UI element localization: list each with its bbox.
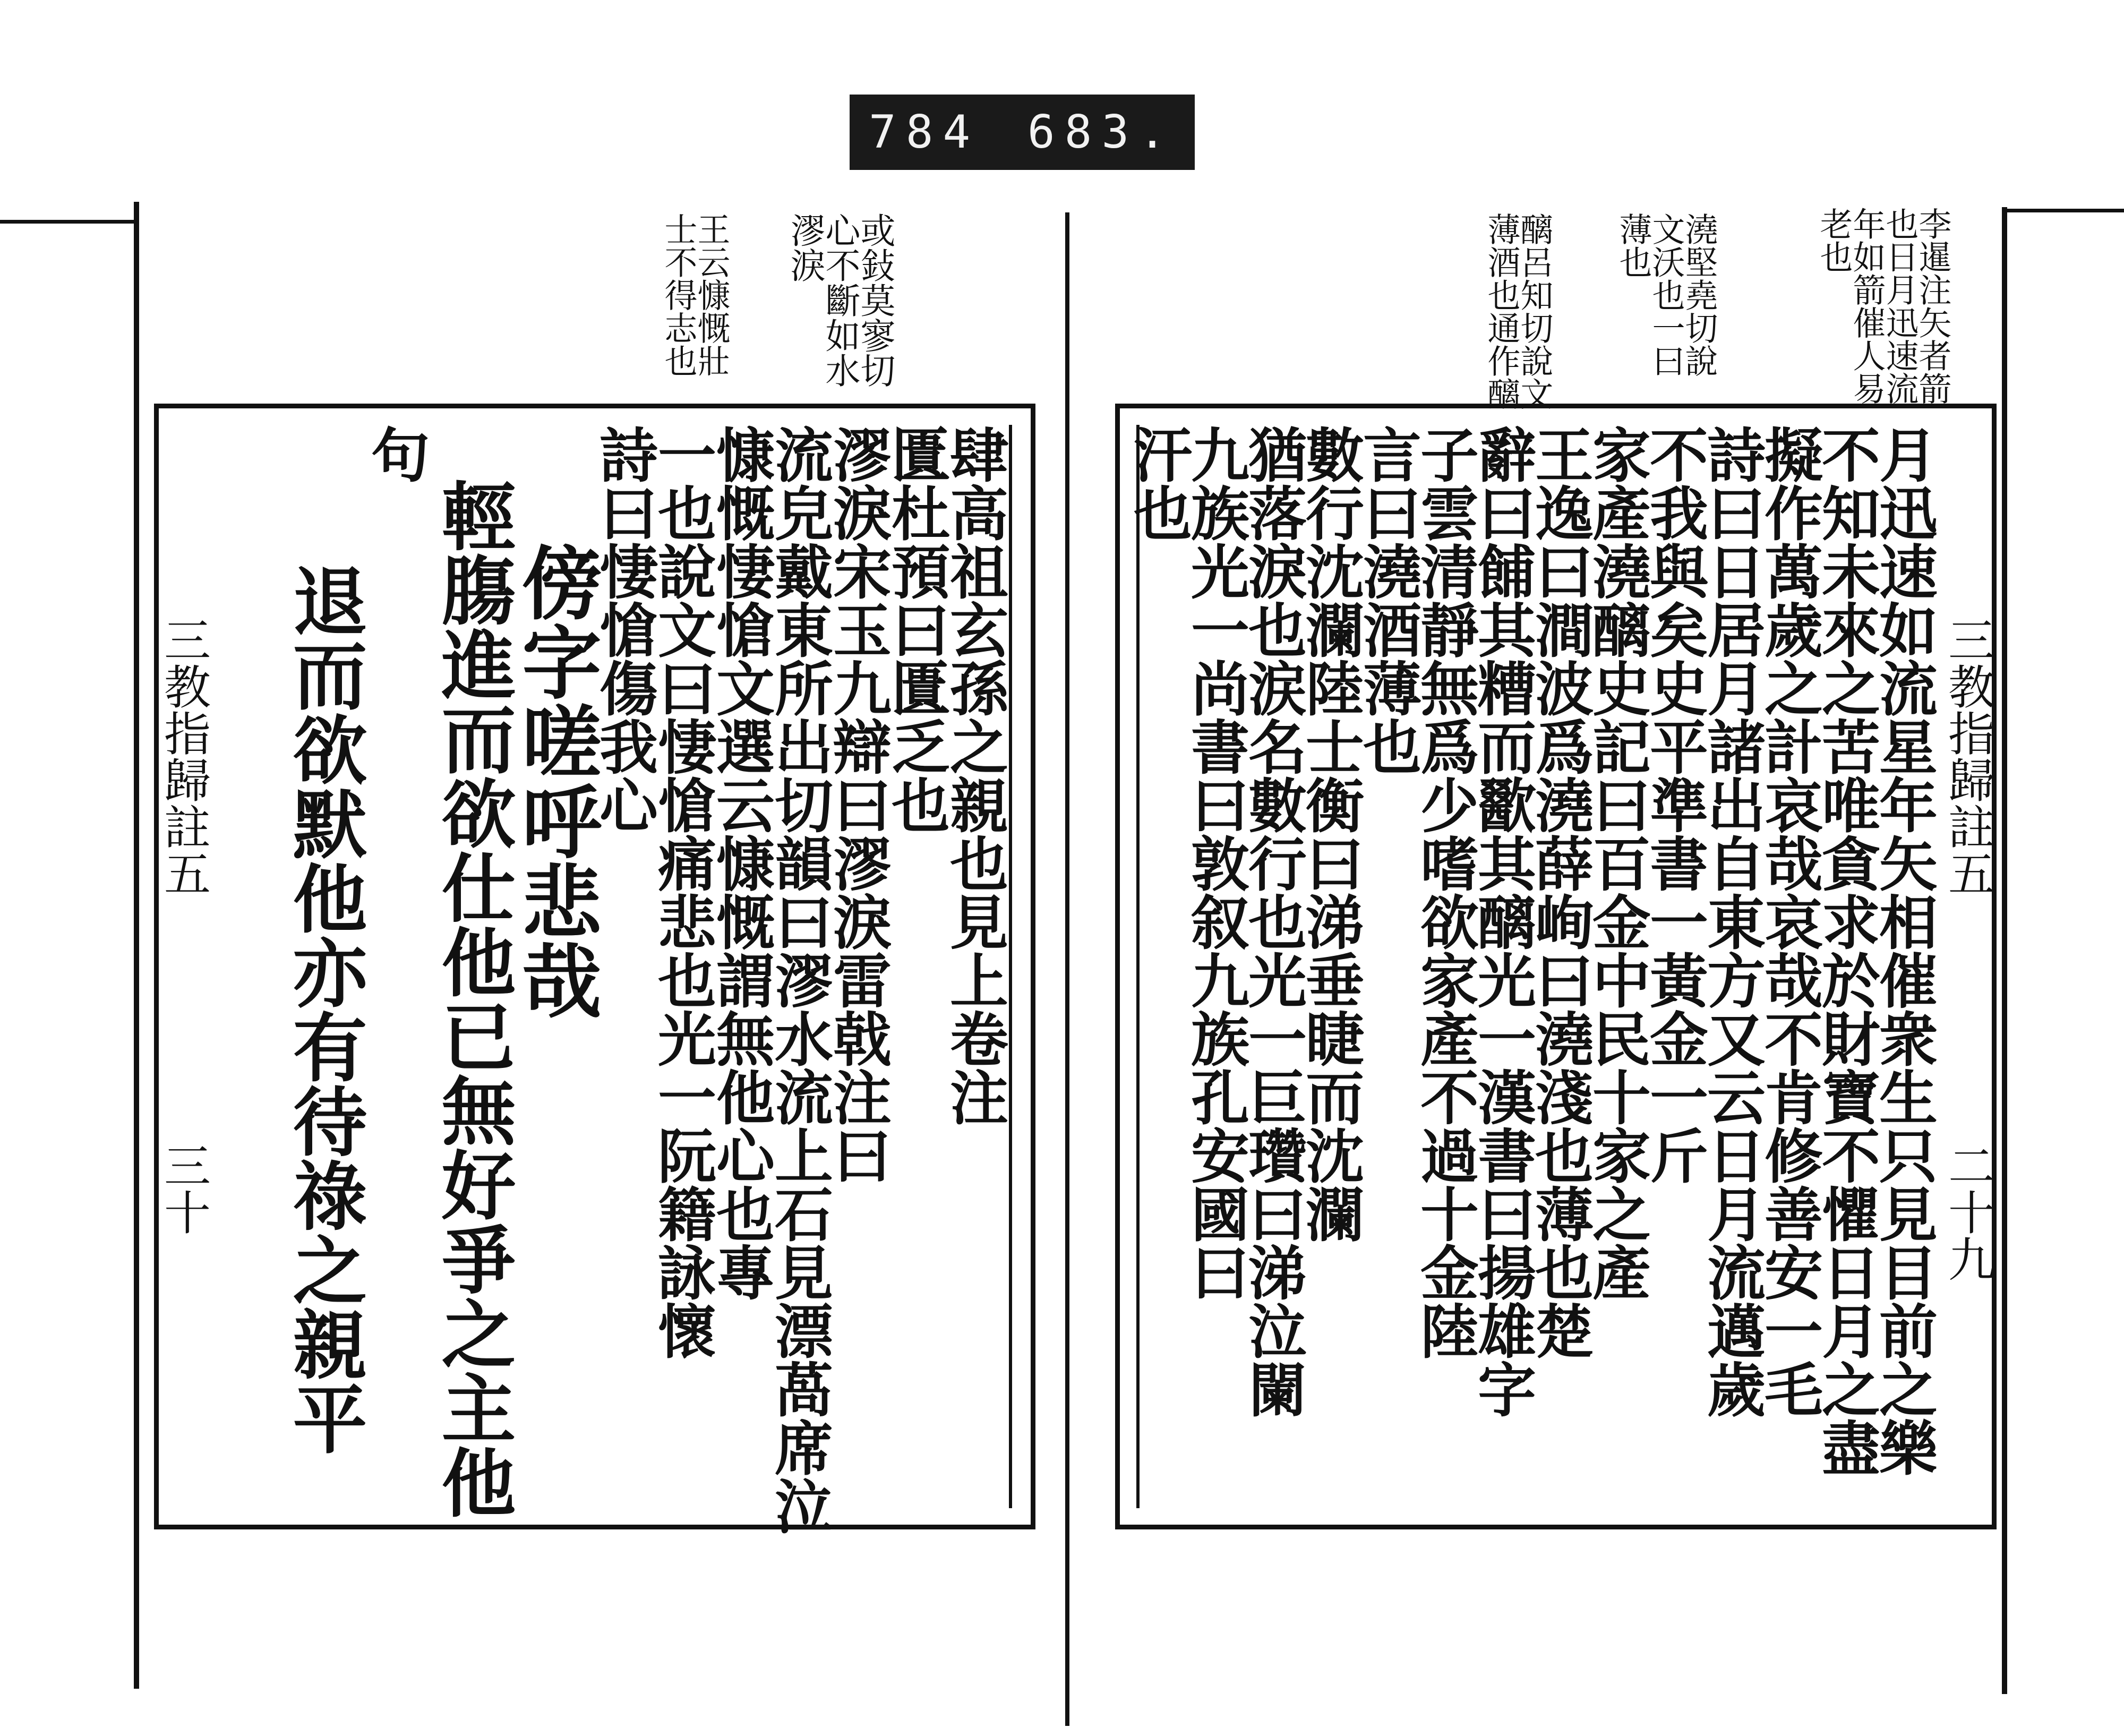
left-column-4: 流皃戴東所出切韻曰漻水流上石見漂萵席泣	[765, 425, 834, 1535]
label-plate	[850, 95, 1195, 170]
right-column-11: 數行沈瀾陸士衡曰涕垂睫而沈瀾	[1296, 425, 1365, 1243]
right-column-13: 九族光一尚書曰敦叙九族孔安國曰	[1181, 425, 1250, 1301]
left-page-inner-rule	[1009, 425, 1012, 1508]
left-page-top-edge-line	[0, 220, 137, 224]
left-column-2: 匱杜預曰匱乏也	[882, 425, 950, 834]
right-column-7: 王逸曰澗波爲澆薛峋曰澆淺也薄也楚	[1526, 425, 1594, 1359]
right-column-8: 辭曰餔其糟而歠其醨光一漢書曰揚雄字	[1468, 425, 1537, 1418]
left-edge-title: 三教指歸註五	[157, 616, 211, 896]
left-column-7: 詩曰悽愴傷我心	[590, 425, 658, 834]
right-edge-title: 三教指歸註五	[1941, 616, 1995, 896]
left-column-6: 一也說文曰悽愴痛悲也光一阮籍詠懷	[648, 425, 717, 1359]
left-column-8: 傍字嗟呼悲哉	[508, 542, 602, 1020]
left-column-11: 退而欲默他亦有待祿之親平	[280, 563, 367, 1455]
left-column-3: 漻淚宋玉九辯曰漻淚雷戟注曰	[824, 425, 892, 1184]
right-header-note-2: 澆堅堯切說文沃也一曰薄也	[1614, 212, 1718, 377]
left-page-spine-line	[134, 202, 139, 1689]
left-text-block	[212, 425, 1009, 1535]
right-column-2: 不知未來之苦唯貪求於財寶不懼日月之盡	[1812, 425, 1881, 1476]
right-page-top-edge-line	[2002, 209, 2124, 212]
right-column-10: 言曰澆酒薄也	[1354, 425, 1422, 775]
right-column-14: 汗也	[1124, 425, 1193, 542]
label-right-number: 683.	[1027, 106, 1176, 159]
left-column-5: 慷慨悽愴文選云慷慨謂無他心也專	[707, 425, 775, 1301]
right-column-3: 擬作萬歲之計哀哉哀哉不肯修善安一毛	[1755, 425, 1823, 1418]
left-column-9: 輕膓進而欲仕他已無好爭之主他	[429, 478, 516, 1519]
left-column-10: 句	[362, 425, 430, 483]
right-column-5: 不我與矣史平準書一黃金一斤	[1640, 425, 1709, 1184]
right-header-note-1: 李暹注矢者箭也日月迅速流年如箭催人易老也	[1814, 207, 1952, 405]
right-header-note-3: 醨呂知切說文薄酒也通作醨	[1482, 212, 1554, 410]
right-column-6: 家產澆醨史記曰百金中民十家之產	[1583, 425, 1651, 1301]
right-page-spine-line	[2002, 207, 2007, 1694]
right-page-number: 二十九	[1941, 1142, 1995, 1282]
left-header-note-1: 或鈙莫寥切心不斷如水漻淚	[784, 212, 895, 388]
center-fold-line	[1065, 212, 1069, 1726]
right-column-9: 子雲清靜無爲少嗜欲家產不過十金陸	[1411, 425, 1479, 1359]
left-column-1: 肆高祖玄孫之親也見上卷注	[940, 425, 1009, 1126]
right-page-inner-rule	[1136, 425, 1140, 1508]
right-column-4: 詩曰日居月諸出自東方又云日月流邁歲	[1698, 425, 1766, 1418]
right-column-1: 月迅速如流星年矢相催衆生只見目前之樂	[1870, 425, 1938, 1476]
left-header-note-2: 王云慷慨壯士不得志也	[659, 212, 731, 377]
right-text-block	[1124, 425, 1938, 1513]
left-page-number: 三十	[157, 1142, 211, 1235]
label-left-number: 784	[869, 106, 980, 159]
right-column-12: 猶落淚也涙名數行也光一巨瓚曰涕泣闌	[1239, 425, 1307, 1418]
